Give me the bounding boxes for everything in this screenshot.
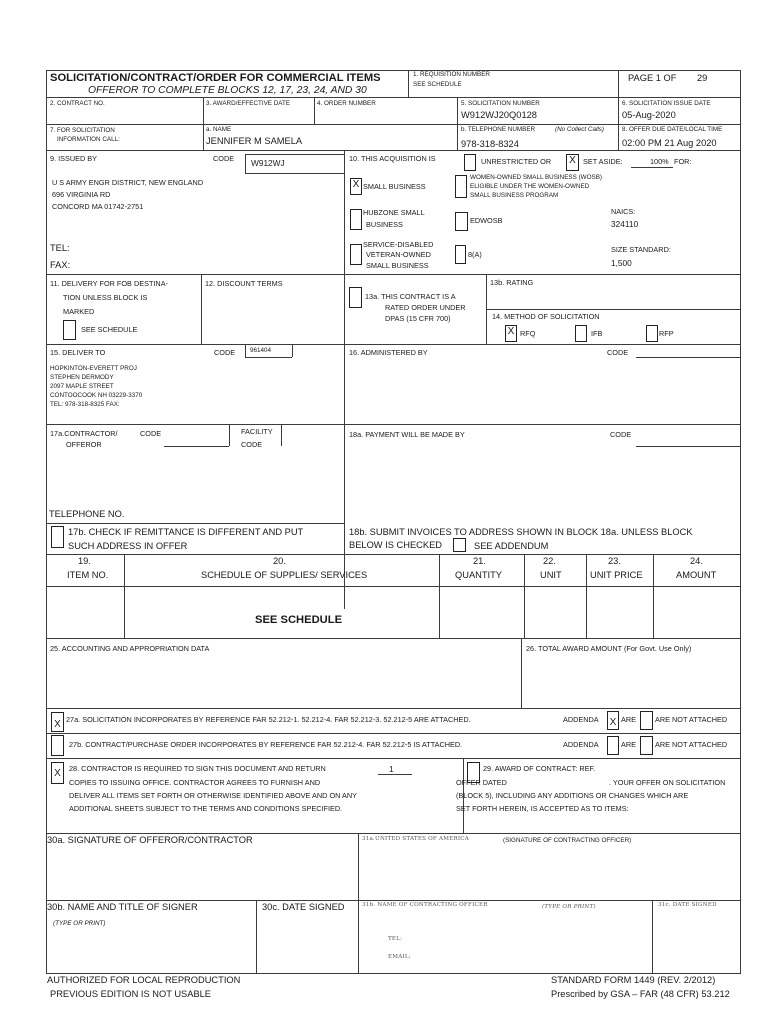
col-num: 19. — [78, 556, 91, 566]
facility-label: FACILITY — [241, 427, 273, 436]
phone-note: (No Collect Calls) — [555, 126, 604, 133]
clause-29: (BLOCK 5), INCLUDING ANY ADDITIONS OR CHANGES WHICH ARE — [456, 791, 689, 800]
issued-code-label: CODE — [213, 154, 235, 163]
deliver-code[interactable]: 961404 — [250, 347, 272, 354]
deliver-code-label: CODE — [214, 348, 236, 357]
small-business-label: SMALL BUSINESS — [363, 182, 426, 191]
addenda-not-checkbox[interactable] — [640, 736, 653, 755]
form-title: SOLICITATION/CONTRACT/ORDER FOR COMMERCIAL ITEMS — [50, 72, 381, 84]
issued-tel-label: TEL: — [50, 243, 70, 253]
col-num: 22. — [543, 556, 556, 566]
phone-label: b. TELEPHONE NUMBER — [461, 126, 536, 133]
issue-date-label: 6. SOLICITATION ISSUE DATE — [622, 100, 711, 107]
clause-28: 28. CONTRACTOR IS REQUIRED TO SIGN THIS DOCUMENT AND RETURN — [69, 764, 326, 773]
delivery-label: 11. DELIVERY FOR FOB DESTINA- — [50, 279, 168, 288]
facility-label: CODE — [241, 440, 263, 449]
clause-29: OFFER DATED — [456, 778, 507, 787]
col-label: UNIT PRICE — [590, 570, 643, 580]
footer-left: PREVIOUS EDITION IS NOT USABLE — [50, 989, 212, 999]
rated-order-label: DPAS (15 CFR 700) — [385, 314, 451, 323]
eight-a-checkbox[interactable] — [455, 245, 466, 264]
requisition-label: 1. REQUISITION NUMBER — [413, 71, 490, 78]
rated-order-label: RATED ORDER UNDER — [385, 303, 466, 312]
payment-code-label: CODE — [610, 430, 632, 439]
addendum-checkbox[interactable] — [453, 538, 466, 552]
signer-name-note: (TYPE OR PRINT) — [53, 920, 106, 927]
addenda-label: ADDENDA — [563, 740, 599, 749]
rating-label: 13b. RATING — [490, 278, 534, 287]
contact-name[interactable]: JENNIFER M SAMELA — [206, 136, 303, 146]
administered-by-label: 16. ADMINISTERED BY — [349, 348, 428, 357]
due-label: 8. OFFER DUE DATE/LOCAL TIME — [622, 126, 723, 133]
rfq-label: RFQ — [520, 329, 536, 338]
ifb-checkbox[interactable] — [575, 325, 587, 342]
clause-28: ADDITIONAL SHEETS SUBJECT TO THE TERMS AND CONDITIONS SPECIFIED. — [69, 804, 343, 813]
officer-email-label: EMAIL: — [388, 954, 411, 960]
clause-29: 29. AWARD OF CONTRACT: REF. — [483, 764, 596, 773]
clause-27a: 27a. SOLICITATION INCORPORATES BY REFERENCE FAR 52.212-1. 52.212-4. FAR 52.212-3. 52.212-5 ARE ATTACHED. — [66, 715, 471, 724]
addenda-are-checkbox[interactable]: X — [607, 711, 619, 730]
submit-invoices-label: BELOW IS CHECKED — [349, 540, 442, 550]
accounting-label: 25. ACCOUNTING AND APPROPRIATION DATA — [50, 644, 210, 653]
see-addendum-label: SEE ADDENDUM — [474, 541, 549, 551]
deliver-address-line: CONTOOCOOK NH 03229-3370 — [50, 392, 143, 399]
eight-a-label: 8(A) — [468, 250, 482, 259]
officer-date-label: 31c. DATE SIGNED — [658, 902, 717, 908]
hubzone-checkbox[interactable] — [350, 209, 362, 230]
officer-signature-field[interactable] — [359, 848, 740, 900]
contract-no-label: 2. CONTRACT NO. — [50, 100, 105, 107]
set-aside-label: SET ASIDE: — [583, 157, 623, 166]
footer-right: STANDARD FORM 1449 (REV. 2/2012) — [551, 975, 716, 985]
small-business-checkbox[interactable]: X — [350, 178, 362, 195]
solicitation-no[interactable]: W912WJ20Q0128 — [461, 110, 537, 120]
clause-28: COPIES TO ISSUING OFFICE. CONTRACTOR AGREES TO FURNISH AND — [69, 778, 321, 787]
officer-name-note: (TYPE OR PRINT) — [542, 904, 596, 910]
clause-27a-checkbox[interactable]: X — [51, 712, 64, 732]
naics-value[interactable]: 324110 — [611, 219, 639, 229]
remittance-label: SUCH ADDRESS IN OFFER — [68, 541, 188, 551]
set-aside-percent[interactable]: 100% — [650, 157, 669, 166]
sdvosb-label: SERVICE-DISABLED — [363, 240, 434, 249]
addenda-not-checkbox[interactable] — [640, 711, 653, 730]
sdvosb-label: VETERAN-OWNED — [366, 250, 431, 259]
hubzone-label: BUSINESS — [366, 220, 403, 229]
col-label: SCHEDULE OF SUPPLIES/ SERVICES — [201, 570, 368, 580]
wosb-checkbox[interactable] — [455, 175, 467, 198]
offeror-signature-label: 30a. SIGNATURE OF OFFEROR/CONTRACTOR — [47, 835, 253, 845]
discount-terms-label: 12. DISCOUNT TERMS — [205, 279, 283, 288]
contractor-label: 17a.CONTRACTOR/ — [50, 429, 118, 438]
rfp-label: RFP — [659, 329, 674, 338]
total-award-label: 26. TOTAL AWARD AMOUNT (For Govt. Use Only) — [526, 644, 692, 653]
delivery-see-schedule: SEE SCHEDULE — [81, 325, 138, 334]
schedule-content: SEE SCHEDULE — [255, 614, 343, 626]
officer-name-label: 31b. NAME OF CONTRACTING OFFICER — [362, 902, 488, 908]
clause-28: DELIVER ALL ITEMS SET FORTH OR OTHERWISE IDENTIFIED ABOVE AND ON ANY — [69, 791, 358, 800]
contracting-officer-sig-label: (SIGNATURE OF CONTRACTING OFFICER) — [503, 837, 632, 844]
deliver-address-line: TEL: 978-318-8325 FAX: — [50, 401, 120, 408]
wosb-label: ELIGIBLE UNDER THE WOMEN-OWNED — [470, 183, 590, 190]
remittance-checkbox[interactable] — [51, 526, 64, 548]
page-total: 29 — [697, 73, 708, 83]
set-aside-for: FOR: — [674, 157, 692, 166]
col-label: QUANTITY — [455, 570, 503, 580]
issued-address-line: 696 VIRGINIA RD — [52, 190, 111, 199]
copies-count[interactable]: 1 — [389, 764, 394, 774]
addenda-are-label: ARE — [621, 740, 637, 749]
signer-name-label: 30b. NAME AND TITLE OF SIGNER — [47, 902, 198, 912]
size-standard-label: SIZE STANDARD: — [611, 245, 671, 254]
rated-order-checkbox[interactable] — [349, 287, 362, 308]
clause-29: SET FORTH HEREIN, IS ACCEPTED AS TO ITEMS: — [456, 804, 629, 813]
acquisition-label: 10. THIS ACQUISITION IS — [349, 154, 436, 163]
officer-tel-label: TEL: — [388, 936, 403, 942]
deliver-address-line: STEPHEN DERMODY — [50, 374, 114, 381]
admin-code-label: CODE — [607, 348, 629, 357]
order-no-label: 4. ORDER NUMBER — [317, 100, 376, 107]
addenda-are-label: ARE — [621, 715, 637, 724]
requisition-value[interactable]: SEE SCHEDULE — [413, 81, 462, 88]
clause-28-checkbox[interactable]: X — [51, 762, 64, 784]
col-label: ITEM NO. — [67, 570, 109, 580]
footer-left: AUTHORIZED FOR LOCAL REPRODUCTION — [47, 975, 241, 985]
edwosb-label: EDWOSB — [470, 216, 503, 225]
col-num: 24. — [690, 556, 703, 566]
wosb-label: SMALL BUSINESS PROGRAM — [470, 192, 559, 199]
delivery-label: MARKED — [63, 307, 95, 316]
deliver-address-line: 2097 MAPLE STREET — [50, 383, 114, 390]
addenda-label: ADDENDA — [563, 715, 599, 724]
info-label-1: 7. FOR SOLICITATION — [50, 127, 115, 134]
hubzone-label: HUBZONE SMALL — [363, 208, 425, 217]
col-label: AMOUNT — [676, 570, 717, 580]
usa-label: 31a.UNITED STATES OF AMERICA — [362, 836, 469, 842]
ifb-label: IFB — [591, 329, 603, 338]
set-aside-checkbox[interactable]: X — [566, 154, 579, 171]
delivery-checkbox[interactable] — [63, 320, 76, 340]
unrestricted-checkbox[interactable] — [464, 154, 476, 171]
page-label: PAGE 1 OF — [628, 73, 677, 83]
clause-27b-checkbox[interactable] — [51, 735, 64, 756]
contact-phone[interactable]: 978-318-8324 — [461, 139, 519, 149]
col-label: UNIT — [540, 570, 562, 580]
contractor-code-label: CODE — [140, 429, 162, 438]
clause-29: . YOUR OFFER ON SOLICITATION — [609, 778, 726, 787]
date-signed-label: 30c. DATE SIGNED — [262, 902, 345, 912]
rated-order-label: 13a. THIS CONTRACT IS A — [365, 292, 456, 301]
edwosb-checkbox[interactable] — [455, 212, 468, 231]
clause-27b: 27b. CONTRACT/PURCHASE ORDER INCORPORATES BY REFERENCE FAR 52.212-4. FAR 52.212-5 IS ATTACHED. — [69, 740, 463, 749]
sdvosb-checkbox[interactable] — [350, 244, 362, 265]
contractor-label: OFFEROR — [66, 440, 102, 449]
col-num: 23. — [608, 556, 621, 566]
award-date-label: 3. AWARD/EFFECTIVE DATE — [206, 100, 291, 107]
issued-code[interactable]: W912WJ — [251, 158, 285, 168]
issue-date[interactable]: 05-Aug-2020 — [622, 110, 676, 120]
naics-label: NAICS: — [611, 207, 636, 216]
issued-fax-label: FAX: — [50, 260, 71, 270]
sdvosb-label: SMALL BUSINESS — [366, 261, 429, 270]
footer-right: Prescribed by GSA – FAR (48 CFR) 53.212 — [551, 989, 730, 999]
deliver-address-line: HOPKINTON-EVERETT PROJ — [50, 365, 137, 372]
telephone-label: TELEPHONE NO. — [49, 509, 125, 519]
addenda-are-checkbox[interactable] — [607, 736, 619, 755]
rfq-checkbox[interactable]: X — [505, 325, 517, 342]
method-label: 14. METHOD OF SOLICITATION — [492, 312, 600, 321]
addenda-not-label: ARE NOT ATTACHED — [655, 715, 728, 724]
issued-by-label: 9. ISSUED BY — [50, 154, 98, 163]
solicitation-no-label: 5. SOLICITATION NUMBER — [461, 100, 540, 107]
rfp-checkbox[interactable] — [646, 325, 658, 342]
addenda-not-label: ARE NOT ATTACHED — [655, 740, 728, 749]
info-label-2: INFORMATION CALL: — [57, 136, 120, 143]
offer-due[interactable]: 02:00 PM 21 Aug 2020 — [622, 138, 717, 148]
name-label: a. NAME — [206, 126, 232, 133]
form-subtitle: OFFEROR TO COMPLETE BLOCKS 12, 17, 23, 24, AND 30 — [88, 85, 367, 96]
issued-address-line: CONCORD MA 01742-2751 — [52, 202, 144, 211]
size-standard-value[interactable]: 1,500 — [611, 258, 632, 268]
remittance-label: 17b. CHECK IF REMITTANCE IS DIFFERENT AND PUT — [68, 527, 304, 537]
submit-invoices-label: 18b. SUBMIT INVOICES TO ADDRESS SHOWN IN BLOCK 18a. UNLESS BLOCK — [349, 527, 693, 537]
col-num: 20. — [273, 556, 286, 566]
delivery-label: TION UNLESS BLOCK IS — [63, 293, 148, 302]
wosb-label: WOMEN-OWNED SMALL BUSINESS (WOSB) — [470, 174, 603, 181]
col-num: 21. — [473, 556, 486, 566]
payment-label: 18a. PAYMENT WILL BE MADE BY — [349, 430, 465, 439]
issued-address-line: U S ARMY ENGR DISTRICT, NEW ENGLAND — [52, 178, 204, 187]
offeror-signature-field[interactable] — [46, 848, 357, 900]
unrestricted-label: UNRESTRICTED OR — [481, 157, 552, 166]
deliver-to-label: 15. DELIVER TO — [50, 348, 106, 357]
